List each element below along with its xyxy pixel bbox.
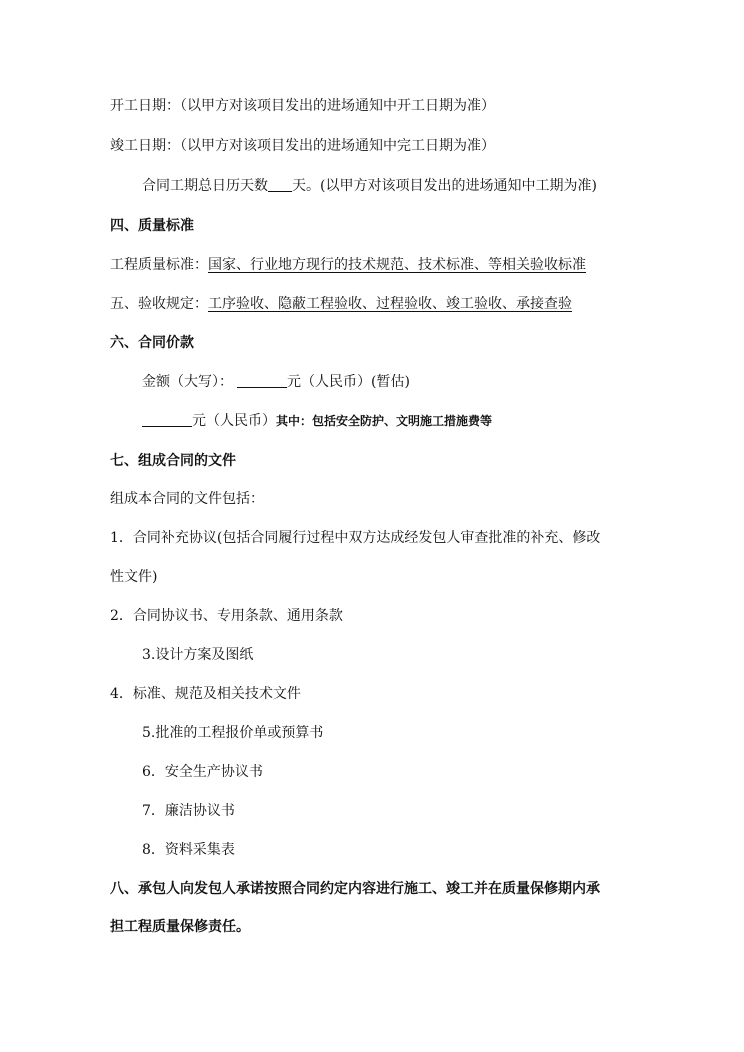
document-item-5: 5.批准的工程报价单或预算书 xyxy=(142,725,324,741)
document-item-3: 3.设计方案及图纸 xyxy=(142,647,254,663)
quality-label: 工程质量标准： xyxy=(110,257,208,273)
total-days-line xyxy=(142,176,597,196)
quality-heading: 四、质量标准 xyxy=(110,218,194,234)
document-item-1a: 1．合同补充协议(包括合同履行过程中双方达成经发包人审查批准的补充、修改 xyxy=(110,530,601,546)
amount2-blank xyxy=(142,412,192,427)
total-days-suffix: 天。(以甲方对该项目发出的进场通知中工期为准) xyxy=(292,178,597,194)
quality-standard-line xyxy=(110,255,586,275)
amount-label: 金额（大写）： xyxy=(142,374,233,390)
document-item-7: 7．廉洁协议书 xyxy=(142,803,235,819)
quality-value: 国家、行业地方现行的技术规范、技术标准、等相关验收标准 xyxy=(208,257,586,273)
total-days-prefix: 合同工期总日历天数 xyxy=(142,178,268,194)
document-item-2: 2．合同协议书、专用条款、通用条款 xyxy=(110,608,343,624)
amount2-line xyxy=(142,411,492,431)
warranty-line-1: 八、承包人向发包人承诺按照合同约定内容进行施工、竣工并在质量保修期内承 xyxy=(110,881,600,897)
documents-heading: 七、组成合同的文件 xyxy=(110,453,236,469)
acceptance-value: 工序验收、隐蔽工程验收、过程验收、竣工验收、承接查验 xyxy=(208,296,572,312)
end-date-line: 竣工日期：（以甲方对该项目发出的进场通知中完工日期为准） xyxy=(110,138,495,154)
amount-suffix: 元（人民币）(暂估) xyxy=(287,374,410,390)
start-date-line: 开工日期：（以甲方对该项目发出的进场通知中开工日期为准） xyxy=(110,98,495,114)
total-days-blank xyxy=(268,177,292,192)
documents-intro: 组成本合同的文件包括： xyxy=(110,491,264,507)
acceptance-label: 五、验收规定： xyxy=(110,296,208,312)
document-item-1b: 性文件) xyxy=(110,569,158,585)
warranty-line-2: 担工程质量保修责任。 xyxy=(110,919,250,935)
amount2-suffix: 元（人民币） xyxy=(192,413,276,429)
price-heading: 六、合同价款 xyxy=(110,335,194,351)
document-item-6: 6．安全生产协议书 xyxy=(142,764,263,780)
amount-blank xyxy=(237,373,287,388)
amount-line xyxy=(142,372,410,392)
document-item-4: 4．标准、规范及相关技术文件 xyxy=(110,686,301,702)
amount2-note: 其中：包括安全防护、文明施工措施费等 xyxy=(276,414,493,428)
acceptance-line xyxy=(110,294,572,314)
document-item-8: 8．资料采集表 xyxy=(142,842,235,858)
